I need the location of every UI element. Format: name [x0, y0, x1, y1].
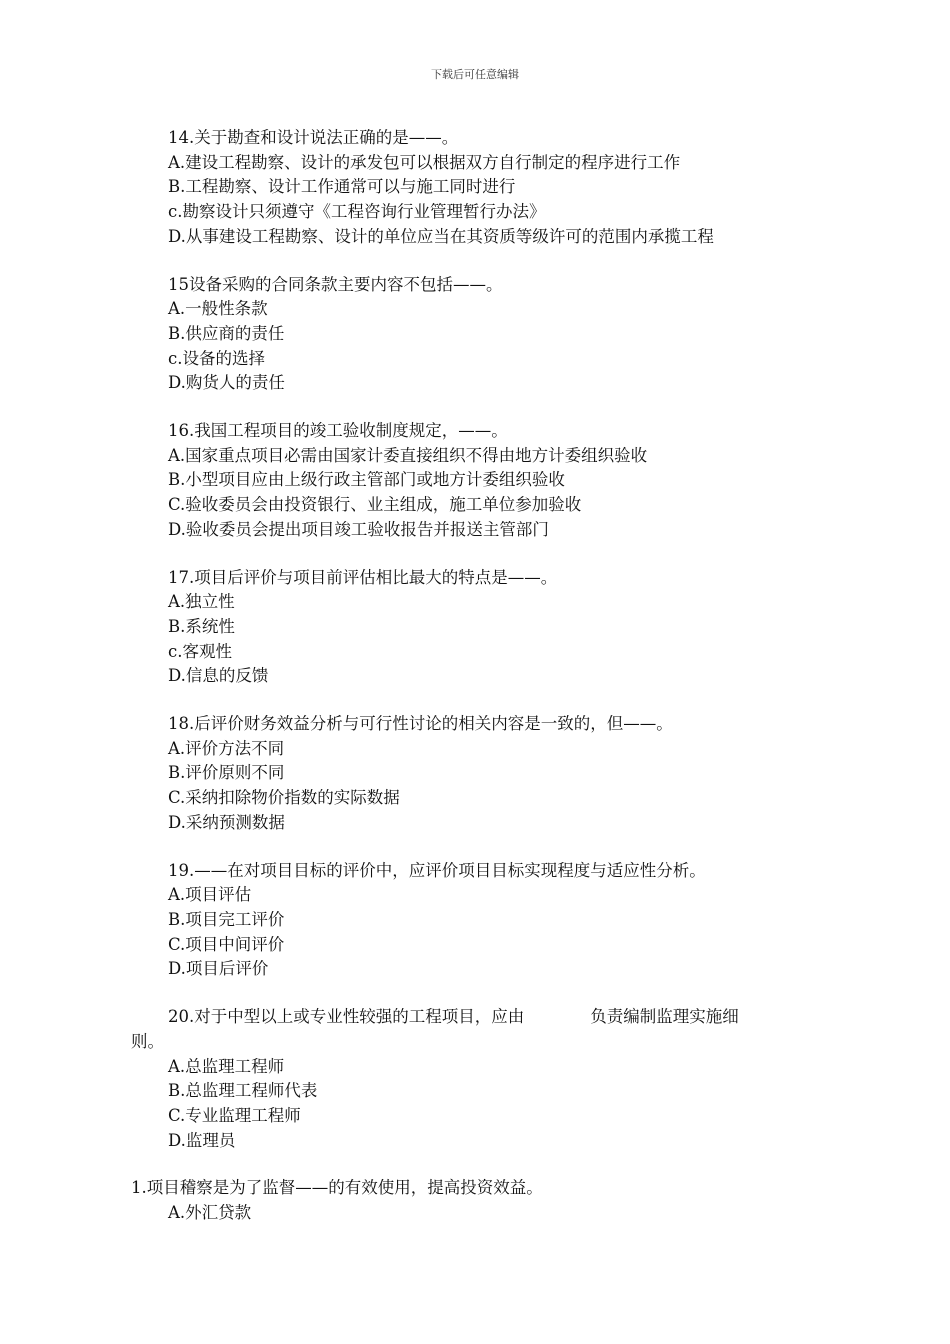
page-header: 下载后可任意编辑 — [431, 68, 519, 81]
question-19 — [0, 859, 950, 983]
option-c: c.客观性 — [168, 641, 232, 661]
question-stem: 16.我国工程项目的竣工验收制度规定，——。 — [168, 421, 508, 441]
question-14 — [0, 126, 950, 250]
option-a: A.总监理工程师 — [168, 1056, 285, 1076]
option-c: c.勘察设计只须遵守《工程咨询行业管理暂行办法》 — [168, 202, 546, 222]
question-20 — [0, 1005, 950, 1153]
option-d: D.监理员 — [168, 1130, 236, 1150]
question-stem: 15设备采购的合同条款主要内容不包括——。 — [168, 274, 503, 294]
option-a: A.项目评估 — [168, 885, 252, 905]
question-stem: 19.——在对项目目标的评价中，应评价项目目标实现程度与适应性分析。 — [168, 860, 706, 880]
question-list — [0, 126, 950, 1249]
option-a: A.一般性条款 — [168, 299, 268, 319]
option-b: B.系统性 — [168, 616, 235, 636]
question-15 — [0, 273, 950, 397]
option-d: D.购货人的责任 — [168, 373, 285, 393]
question-16 — [0, 419, 950, 543]
question-stem: 14.关于勘查和设计说法正确的是——。 — [168, 128, 459, 147]
question-stem: 17.项目后评价与项目前评估相比最大的特点是——。 — [168, 567, 558, 587]
option-a: A.国家重点项目必需由国家计委直接组织不得由地方计委组织验收 — [168, 445, 648, 465]
option-c: c.设备的选择 — [168, 348, 265, 368]
question-stem-continuation: 则。 — [131, 1031, 164, 1051]
option-c: C.项目中间评价 — [168, 934, 285, 954]
question-stem-part1: 20.对于中型以上或专业性较强的工程项目，应由 — [168, 1007, 525, 1027]
question-18 — [0, 712, 950, 836]
option-b: B.评价原则不同 — [168, 763, 285, 783]
option-b: B.小型项目应由上级行政主管部门或地方计委组织验收 — [168, 470, 565, 490]
option-a: A.建设工程勘察、设计的承发包可以根据双方自行制定的程序进行工作 — [168, 152, 681, 172]
question-stem: 18.后评价财务效益分析与可行性讨论的相关内容是一致的，但——。 — [168, 714, 673, 734]
option-c: C.专业监理工程师 — [168, 1105, 301, 1125]
question-1 — [0, 1176, 950, 1225]
option-b: B.项目完工评价 — [168, 909, 285, 929]
option-d: D.验收委员会提出项目竣工验收报告并报送主管部门 — [168, 519, 549, 539]
question-stem: 1.项目稽察是为了监督——的有效使用，提高投资效益。 — [131, 1178, 543, 1198]
option-d: D.从事建设工程勘察、设计的单位应当在其资质等级许可的范围内承揽工程 — [168, 226, 714, 246]
question-17 — [0, 566, 950, 690]
question-stem — [0, 1005, 950, 1030]
option-d: D.采纳预测数据 — [168, 812, 285, 832]
option-a: A.外汇贷款 — [168, 1203, 252, 1223]
option-c: C.验收委员会由投资银行、业主组成，施工单位参加验收 — [168, 495, 582, 515]
option-d: D.项目后评价 — [168, 959, 269, 979]
option-b: B.供应商的责任 — [168, 323, 285, 343]
option-b: B.总监理工程师代表 — [168, 1081, 318, 1101]
question-stem-part2: 负责编制监理实施细 — [590, 1007, 739, 1027]
option-a: A.独立性 — [168, 592, 235, 612]
option-c: C.采纳扣除物价指数的实际数据 — [168, 788, 400, 808]
option-b: B.工程勘察、设计工作通常可以与施工同时进行 — [168, 177, 516, 197]
option-a: A.评价方法不同 — [168, 738, 285, 758]
option-d: D.信息的反馈 — [168, 666, 269, 686]
